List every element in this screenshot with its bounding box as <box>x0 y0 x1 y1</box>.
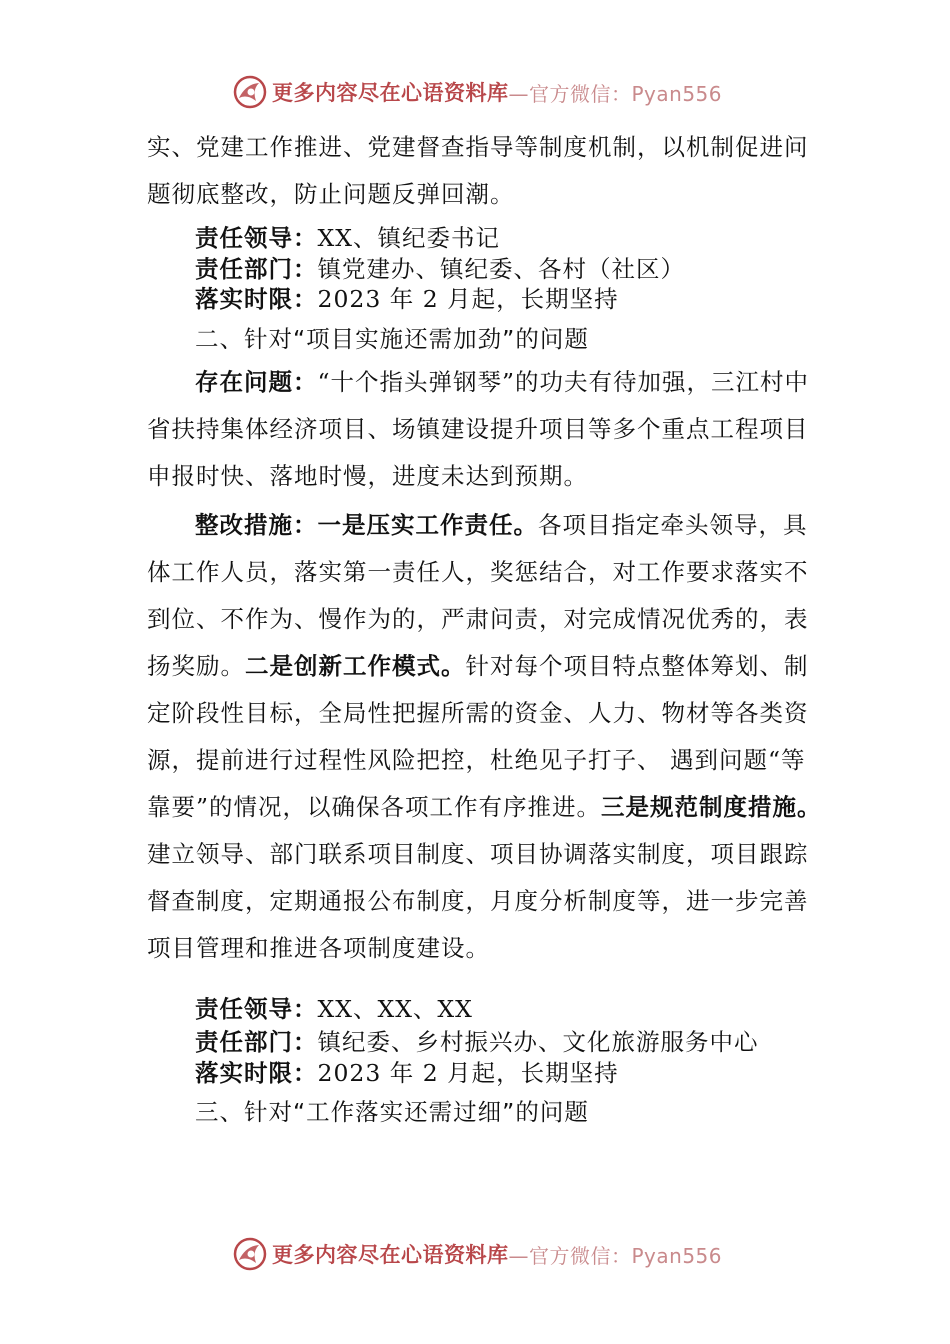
watermark-logo-icon <box>232 74 268 110</box>
responsible-dept-value: 镇党建办、镇纪委、各村（社区） <box>317 255 685 283</box>
deadline-2 <box>195 1058 619 1088</box>
watermark-logo-icon <box>232 1236 268 1272</box>
deadline-1 <box>195 284 619 314</box>
watermark-sub-text: —官方微信：Pyan556 <box>508 81 723 106</box>
deadline-label: 落实时限： <box>195 285 318 313</box>
section-heading-3: 三、针对“工作落实还需过细”的问题 <box>195 1098 589 1126</box>
measure-2-text: 针对每个项目特点整体筹划、制定阶段性目标，全局性把握所需的资金、人力、物材等各类资源，提前进行过程性风险把控，杜绝见子打子、 遇到问题“等靠要”的情况，以确保各项工作有序推进。 <box>147 652 809 821</box>
responsible-leader-label: 责任领导： <box>195 995 318 1023</box>
watermark-header <box>232 72 752 112</box>
measure-1-title: 一是压实工作责任。 <box>317 511 538 539</box>
watermark-main-text: 更多内容尽在心语资料库 <box>272 1242 509 1267</box>
responsible-dept-1 <box>195 254 685 284</box>
responsible-leader-1 <box>195 223 500 253</box>
deadline-value: 2023 年 2 月起，长期坚持 <box>317 1059 619 1087</box>
deadline-label: 落实时限： <box>195 1059 318 1087</box>
watermark-main-text: 更多内容尽在心语资料库 <box>272 80 509 105</box>
measure-2-title: 二是创新工作模式。 <box>245 652 466 680</box>
measure-3-title: 三是规范制度措施。 <box>601 793 822 821</box>
responsible-leader-2 <box>195 994 473 1024</box>
problem-paragraph-2 <box>147 359 827 500</box>
measures-label: 整改措施： <box>195 511 318 539</box>
measure-3-text: 建立领导、部门联系项目制度、项目协调落实制度，项目跟踪督查制度，定期通报公布制度，月度分析制度等，进一步完善项目管理和推进各项制度建设。 <box>147 840 809 962</box>
watermark-sub-text: —官方微信：Pyan556 <box>508 1243 723 1268</box>
section-heading-2: 二、针对“项目实施还需加劲”的问题 <box>195 325 589 353</box>
problem-text: “十个指头弹钢琴”的功夫有待加强，三江村中省扶持集体经济项目、场镇建设提升项目等多个重点工程项目申报时快、落地时慢，进度未达到预期。 <box>147 368 810 490</box>
responsible-dept-label: 责任部门： <box>195 255 318 283</box>
measure-1-text: 各项目指定牵头领导，具体工作人员，落实第一责任人，奖惩结合，对工作要求落实不到位、不作为、慢作为的，严肃问责，对完成情况优秀的，表扬奖励。 <box>147 511 809 680</box>
measures-paragraph-2 <box>147 502 827 972</box>
paragraph-continuation: 实、党建工作推进、党建督查指导等制度机制，以机制促进问题彻底整改，防止问题反弹回潮。 <box>147 133 809 208</box>
watermark-footer <box>232 1234 752 1274</box>
responsible-dept-label: 责任部门： <box>195 1028 318 1056</box>
responsible-dept-2 <box>195 1027 759 1057</box>
responsible-leader-value: XX、XX、XX <box>317 995 473 1023</box>
responsible-leader-value: XX、镇纪委书记 <box>317 224 500 252</box>
problem-label: 存在问题： <box>195 368 318 396</box>
responsible-dept-value: 镇纪委、乡村振兴办、文化旅游服务中心 <box>317 1028 759 1056</box>
deadline-value: 2023 年 2 月起，长期坚持 <box>317 285 619 313</box>
responsible-leader-label: 责任领导： <box>195 224 318 252</box>
